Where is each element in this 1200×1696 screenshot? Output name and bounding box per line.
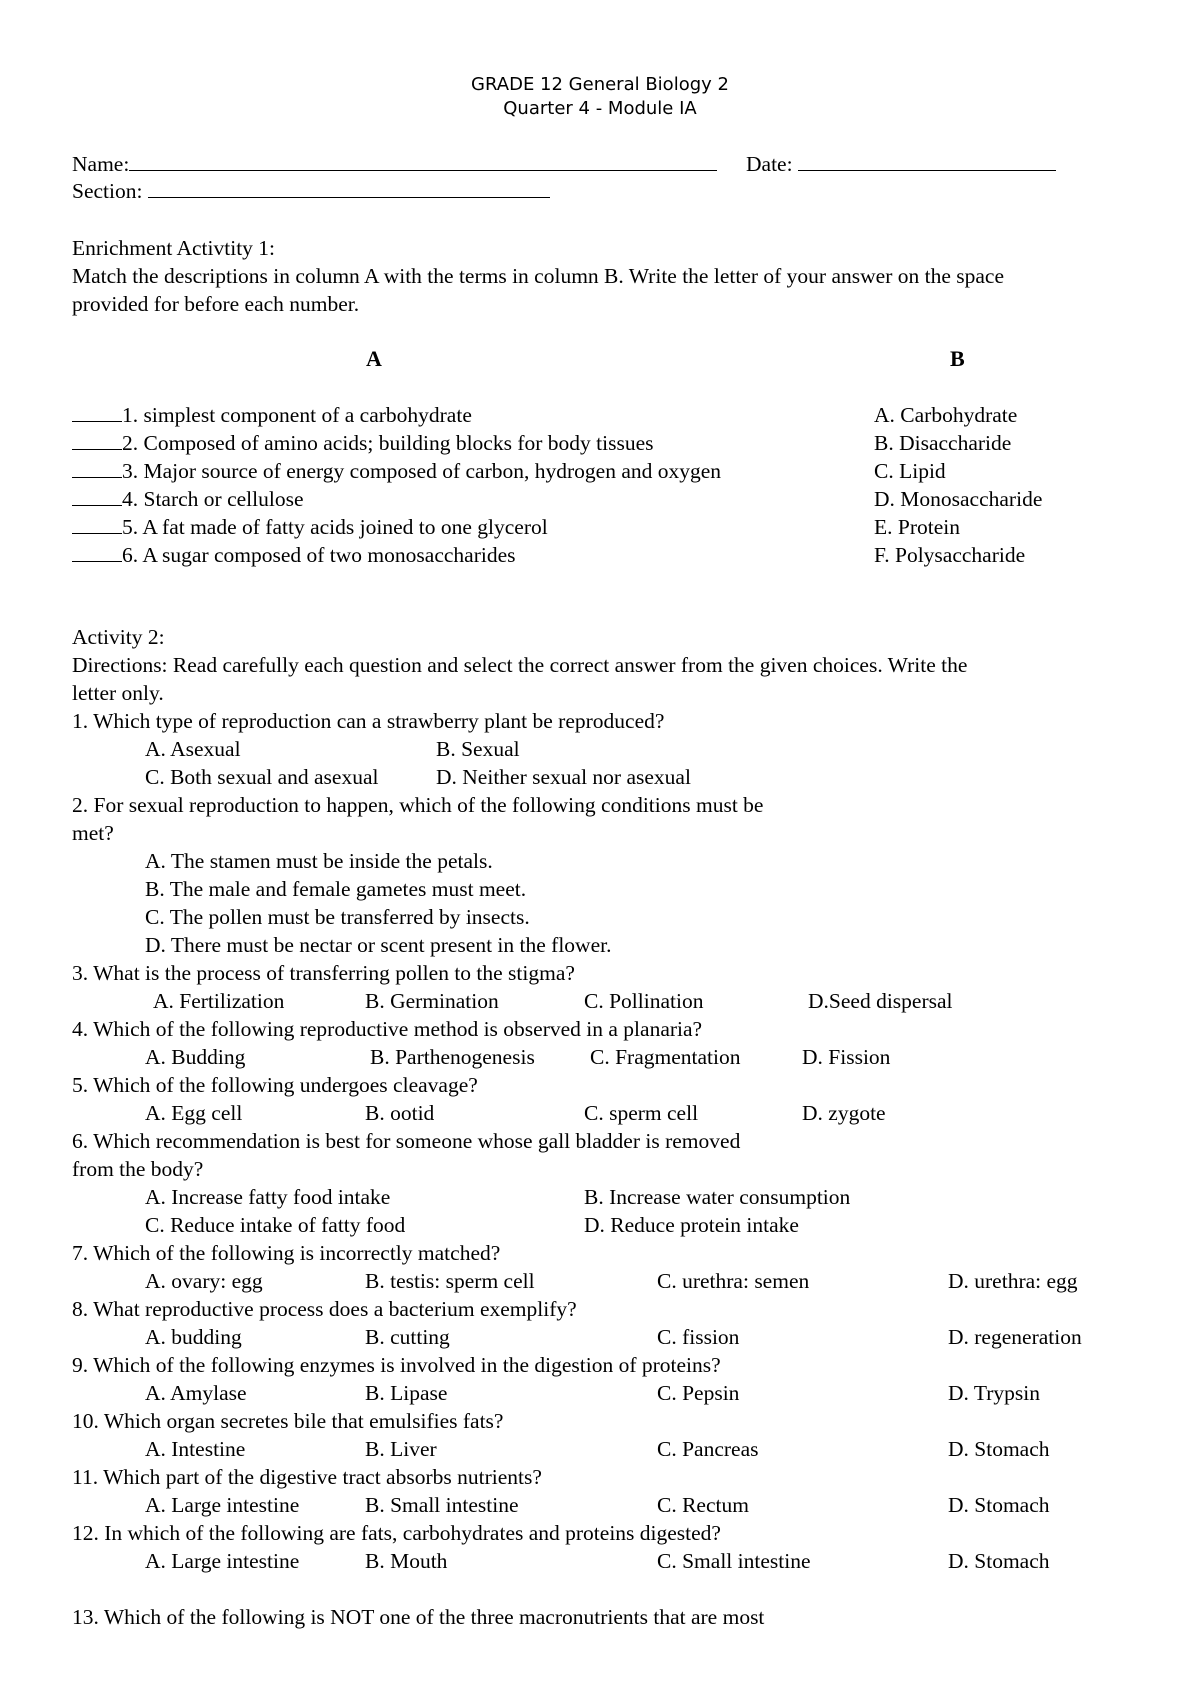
choice: A. Intestine [145, 1437, 246, 1461]
question-2-continued: met? [72, 821, 114, 845]
match-option-d: D. Monosaccharide [874, 487, 1043, 511]
choice: A. Budding [145, 1045, 246, 1069]
choice: D. Stomach [948, 1437, 1050, 1461]
choice: D. Reduce protein intake [584, 1213, 799, 1237]
choice: A. Large intestine [145, 1549, 300, 1573]
date-blank-line[interactable] [798, 170, 1056, 171]
match-item-1: 1. simplest component of a carbohydrate [72, 405, 472, 427]
answer-blank[interactable] [72, 561, 122, 562]
question-12: 12. In which of the following are fats, carbohydrates and proteins digested? [72, 1521, 721, 1545]
match-item-2: 2. Composed of amino acids; building blocks for body tissues [72, 433, 654, 455]
choice: D. Fission [802, 1045, 891, 1069]
question-8: 8. What reproductive process does a bacterium exemplify? [72, 1297, 577, 1321]
match-option-a: A. Carbohydrate [874, 403, 1018, 427]
date-label: Date: [746, 152, 793, 176]
question-9: 9. Which of the following enzymes is involved in the digestion of proteins? [72, 1353, 721, 1377]
choice: B. Sexual [436, 737, 520, 761]
choice: B. testis: sperm cell [365, 1269, 535, 1293]
choice: B. Mouth [365, 1549, 448, 1573]
question-2: 2. For sexual reproduction to happen, which of the following conditions must be [72, 793, 764, 817]
choice: D. urethra: egg [948, 1269, 1078, 1293]
answer-blank[interactable] [72, 449, 122, 450]
choice: A. Asexual [145, 737, 241, 761]
choice: C. fission [657, 1325, 740, 1349]
question-5: 5. Which of the following undergoes cleavage? [72, 1073, 478, 1097]
choice: A. Amylase [145, 1381, 247, 1405]
choice: C. Pancreas [657, 1437, 759, 1461]
choice: C. Pepsin [657, 1381, 740, 1405]
choice: B. Germination [365, 989, 499, 1013]
answer-blank[interactable] [72, 421, 122, 422]
answer-blank[interactable] [72, 505, 122, 506]
choice: A. Large intestine [145, 1493, 300, 1517]
choice: D. Neither sexual nor asexual [436, 765, 691, 789]
match-item-3: 3. Major source of energy composed of carbon, hydrogen and oxygen [72, 461, 721, 483]
match-item-4: 4. Starch or cellulose [72, 489, 304, 511]
question-1: 1. Which type of reproduction can a strawberry plant be reproduced? [72, 709, 665, 733]
match-option-c: C. Lipid [874, 459, 946, 483]
choice: A. Increase fatty food intake [145, 1185, 391, 1209]
choice: D. There must be nectar or scent present in the flower. [145, 933, 612, 957]
question-6: 6. Which recommendation is best for someone whose gall bladder is removed [72, 1129, 741, 1153]
activity2-directions-line1: Directions: Read carefully each question and select the correct answer from the given choices. Write the [72, 653, 968, 677]
choice: A. Fertilization [153, 989, 285, 1013]
section-blank-line[interactable] [148, 197, 550, 198]
activity1-instructions-line1: Match the descriptions in column A with the terms in column B. Write the letter of your answer on the space [72, 264, 1004, 288]
question-4: 4. Which of the following reproductive method is observed in a planaria? [72, 1017, 703, 1041]
choice: B. cutting [365, 1325, 450, 1349]
question-6-continued: from the body? [72, 1157, 204, 1181]
match-option-e: E. Protein [874, 515, 960, 539]
section-label: Section: [72, 179, 143, 203]
match-option-b: B. Disaccharide [874, 431, 1012, 455]
question-11: 11. Which part of the digestive tract absorbs nutrients? [72, 1465, 542, 1489]
choice: C. Pollination [584, 989, 704, 1013]
choice: D. regeneration [948, 1325, 1082, 1349]
choice: C. Small intestine [657, 1549, 811, 1573]
name-field[interactable] [72, 154, 717, 176]
name-label: Name: [72, 152, 130, 176]
date-field[interactable] [746, 154, 1056, 176]
match-item-5: 5. A fat made of fatty acids joined to one glycerol [72, 517, 548, 539]
name-blank-line[interactable] [129, 170, 717, 171]
column-b-header: B [950, 346, 965, 371]
choice: B. Lipase [365, 1381, 448, 1405]
activity1-instructions-line2: provided for before each number. [72, 292, 360, 316]
choice: A. Egg cell [145, 1101, 243, 1125]
question-3: 3. What is the process of transferring pollen to the stigma? [72, 961, 575, 985]
choice: B. The male and female gametes must meet. [145, 877, 527, 901]
choice: A. budding [145, 1325, 242, 1349]
choice: D. Trypsin [948, 1381, 1041, 1405]
match-option-f: F. Polysaccharide [874, 543, 1026, 567]
worksheet-title: GRADE 12 General Biology 2 [471, 74, 729, 95]
worksheet-subtitle: Quarter 4 - Module IA [503, 98, 697, 119]
choice: C. Rectum [657, 1493, 749, 1517]
question-10: 10. Which organ secretes bile that emulsifies fats? [72, 1409, 504, 1433]
activity2-directions-line2: letter only. [72, 681, 164, 705]
choice: D. Stomach [948, 1549, 1050, 1573]
choice: D. zygote [802, 1101, 886, 1125]
choice: C. The pollen must be transferred by insects. [145, 905, 530, 929]
choice: C. urethra: semen [657, 1269, 810, 1293]
choice: C. Fragmentation [590, 1045, 741, 1069]
choice: D. Stomach [948, 1493, 1050, 1517]
section-field[interactable] [72, 181, 550, 203]
activity2-title: Activity 2: [72, 625, 165, 649]
choice: C. sperm cell [584, 1101, 699, 1125]
choice: B. Liver [365, 1437, 437, 1461]
choice: B. ootid [365, 1101, 435, 1125]
choice: D.Seed dispersal [808, 989, 953, 1013]
question-13: 13. Which of the following is NOT one of the three macronutrients that are most [72, 1605, 765, 1629]
choice: A. The stamen must be inside the petals. [145, 849, 493, 873]
question-7: 7. Which of the following is incorrectly matched? [72, 1241, 501, 1265]
choice: A. ovary: egg [145, 1269, 263, 1293]
choice: B. Small intestine [365, 1493, 519, 1517]
column-a-header: A [366, 346, 382, 371]
choice: B. Increase water consumption [584, 1185, 851, 1209]
choice: C. Both sexual and asexual [145, 765, 379, 789]
choice: C. Reduce intake of fatty food [145, 1213, 406, 1237]
match-item-6: 6. A sugar composed of two monosaccharides [72, 545, 516, 567]
answer-blank[interactable] [72, 533, 122, 534]
activity1-title: Enrichment Activtity 1: [72, 236, 276, 260]
choice: B. Parthenogenesis [370, 1045, 535, 1069]
answer-blank[interactable] [72, 477, 122, 478]
